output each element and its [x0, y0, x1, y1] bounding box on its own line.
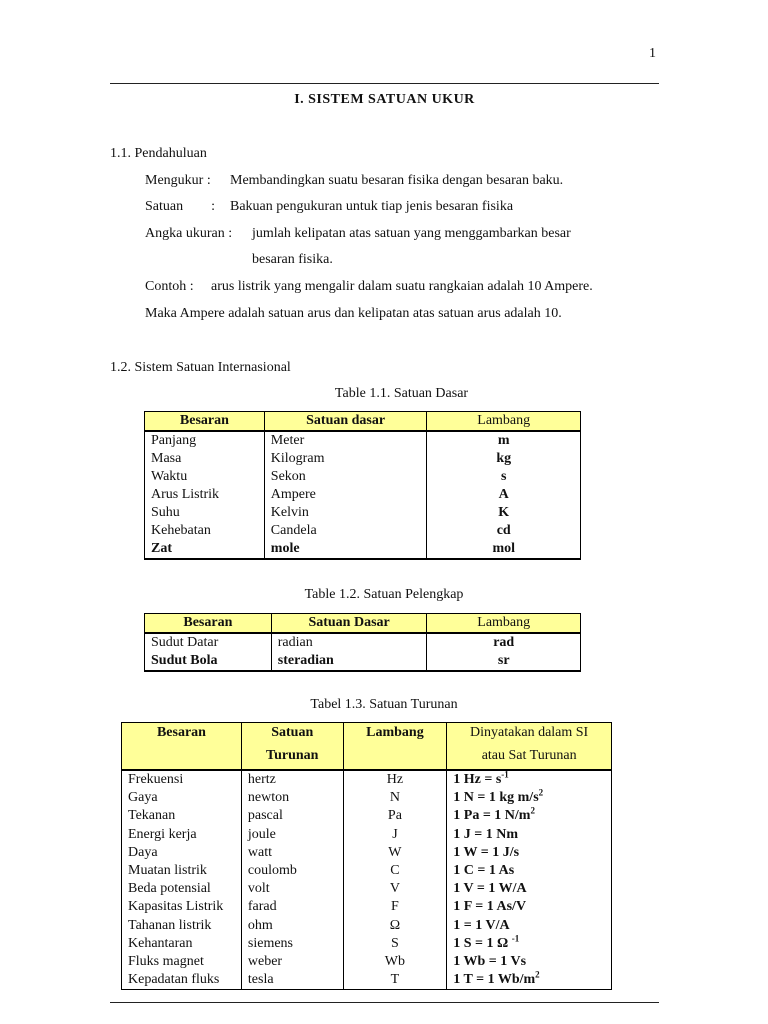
table-cell: S [343, 935, 447, 953]
table-cell: mol [427, 540, 581, 559]
table-cell: pascal [241, 807, 343, 825]
table-cell: watt [241, 844, 343, 862]
table-row [145, 652, 581, 671]
section-heading-si: 1.2. Sistem Satuan Internasional [110, 360, 291, 375]
table-row [145, 431, 581, 450]
angka-ukuran-definition: jumlah kelipatan atas satuan yang menggambarkan besar [252, 226, 571, 241]
table-cell: W [343, 844, 447, 862]
table-cell: s [427, 468, 581, 486]
table-cell: J [343, 826, 447, 844]
table-cell: 1 C = 1 As [447, 862, 612, 880]
table-cell: siemens [241, 935, 343, 953]
table-cell: 1 Wb = 1 Vs [447, 953, 612, 971]
table-cell: cd [427, 522, 581, 540]
table-cell: Kilogram [264, 450, 427, 468]
table-header: Satuan dasar [264, 412, 427, 432]
table-row [122, 971, 612, 990]
table-row [122, 770, 612, 789]
page-title: I. SISTEM SATUAN UKUR [294, 92, 475, 107]
table-cell: 1 V = 1 W/A [447, 880, 612, 898]
table-cell: Fluks magnet [122, 953, 242, 971]
table-row [122, 844, 612, 862]
table-satuan-pelengkap [144, 613, 581, 672]
table-cell: Suhu [145, 504, 265, 522]
header-rule [110, 83, 659, 84]
table-cell: Arus Listrik [145, 486, 265, 504]
table-header: Besaran [122, 723, 242, 771]
mengukur-definition: Membandingkan suatu besaran fisika dengan besaran baku. [230, 173, 564, 188]
page-number: 1 [649, 46, 656, 61]
table-cell: Wb [343, 953, 447, 971]
contoh-label: Contoh : [145, 279, 194, 294]
table-cell: Sekon [264, 468, 427, 486]
table-cell: Hz [343, 770, 447, 789]
table-header: Dinyatakan dalam SI atau Sat Turunan [447, 723, 612, 771]
table-row [122, 917, 612, 935]
footer-rule [110, 1002, 659, 1003]
table-cell: Panjang [145, 431, 265, 450]
table-cell: Sudut Bola [145, 652, 272, 671]
table-cell: 1 T = 1 $Wb/m^2$ [447, 971, 612, 990]
table-cell: Frekuensi [122, 770, 242, 789]
table-satuan-turunan [121, 722, 612, 990]
table-cell: Candela [264, 522, 427, 540]
table-cell: farad [241, 898, 343, 916]
table-header: Besaran [145, 614, 272, 634]
table-cell: joule [241, 826, 343, 844]
table-cell: Kapasitas Listrik [122, 898, 242, 916]
table-cell: rad [427, 633, 581, 652]
table-cell: Tekanan [122, 807, 242, 825]
table-row [122, 935, 612, 953]
satuan-definition: Bakuan pengukuran untuk tiap jenis besaran fisika [230, 199, 514, 214]
table-header: Satuan Turunan [241, 723, 343, 771]
table-cell: 1 N = 1 kg $m/s^2$ [447, 789, 612, 807]
table-cell: Kepadatan fluks [122, 971, 242, 990]
table-cell: Energi kerja [122, 826, 242, 844]
table-cell: 1 S = 1 Ω $^{-1}$ [447, 935, 612, 953]
table-cell: 1 F = 1 As/V [447, 898, 612, 916]
contoh-text: arus listrik yang mengalir dalam suatu rangkaian adalah 10 Ampere. [211, 279, 593, 294]
table-row [145, 522, 581, 540]
table-cell: 1 W = 1 J/s [447, 844, 612, 862]
table-cell: Muatan listrik [122, 862, 242, 880]
table-header: Lambang [427, 412, 581, 432]
table-header: Lambang [343, 723, 447, 771]
table-cell: Waktu [145, 468, 265, 486]
table-cell: Zat [145, 540, 265, 559]
table-cell: hertz [241, 770, 343, 789]
table-header: Lambang [427, 614, 581, 634]
table-cell: A [427, 486, 581, 504]
table-cell: Pa [343, 807, 447, 825]
table-cell: Sudut Datar [145, 633, 272, 652]
table-cell: 1 = 1 V/A [447, 917, 612, 935]
table-cell: sr [427, 652, 581, 671]
table-row [145, 450, 581, 468]
table-cell: newton [241, 789, 343, 807]
table-cell: T [343, 971, 447, 990]
table-cell: mole [264, 540, 427, 559]
table-row [145, 633, 581, 652]
table-cell: Masa [145, 450, 265, 468]
table-cell: 1 J = 1 Nm [447, 826, 612, 844]
table-cell: Ω [343, 917, 447, 935]
satuan-label: Satuan : [145, 199, 215, 214]
table-cell: V [343, 880, 447, 898]
table-row [122, 862, 612, 880]
table-cell: weber [241, 953, 343, 971]
table-cell: ohm [241, 917, 343, 935]
table-cell: N [343, 789, 447, 807]
table-row [122, 898, 612, 916]
table-row [122, 789, 612, 807]
maka-text: Maka Ampere adalah satuan arus dan kelipatan atas satuan arus adalah 10. [145, 306, 562, 321]
table-row [122, 826, 612, 844]
table-cell: 1 $Hz = s^{-1}$ [447, 770, 612, 789]
table-cell: Gaya [122, 789, 242, 807]
table-row [122, 953, 612, 971]
table-row [122, 880, 612, 898]
table-row [145, 540, 581, 559]
table-cell: kg [427, 450, 581, 468]
table-row [122, 807, 612, 825]
table-cell: K [427, 504, 581, 522]
table3-caption: Tabel 1.3. Satuan Turunan [310, 697, 458, 712]
table-cell: F [343, 898, 447, 916]
table-cell: steradian [271, 652, 427, 671]
table-cell: radian [271, 633, 427, 652]
mengukur-label: Mengukur : [145, 173, 211, 188]
table-cell: coulomb [241, 862, 343, 880]
table-row [145, 486, 581, 504]
table-header: Besaran [145, 412, 265, 432]
table-cell: Daya [122, 844, 242, 862]
table1-caption: Table 1.1. Satuan Dasar [334, 386, 469, 401]
table-cell: tesla [241, 971, 343, 990]
table2-caption: Table 1.2. Satuan Pelengkap [304, 587, 464, 602]
angka-ukuran-label: Angka ukuran : [145, 226, 233, 241]
table-cell: volt [241, 880, 343, 898]
table-cell: m [427, 431, 581, 450]
table-cell: Tahanan listrik [122, 917, 242, 935]
table-cell: Kehebatan [145, 522, 265, 540]
table-row [145, 468, 581, 486]
table-cell: Ampere [264, 486, 427, 504]
table-cell: Kelvin [264, 504, 427, 522]
angka-ukuran-definition-cont: besaran fisika. [252, 252, 333, 267]
table-cell: 1 Pa = 1 $N/m^2$ [447, 807, 612, 825]
table-cell: Meter [264, 431, 427, 450]
table-cell: Beda potensial [122, 880, 242, 898]
section-heading-pendahuluan: 1.1. Pendahuluan [110, 146, 207, 161]
table-header: Satuan Dasar [271, 614, 427, 634]
table-row [145, 504, 581, 522]
table-cell: C [343, 862, 447, 880]
table-cell: Kehantaran [122, 935, 242, 953]
table-satuan-dasar [144, 411, 581, 560]
